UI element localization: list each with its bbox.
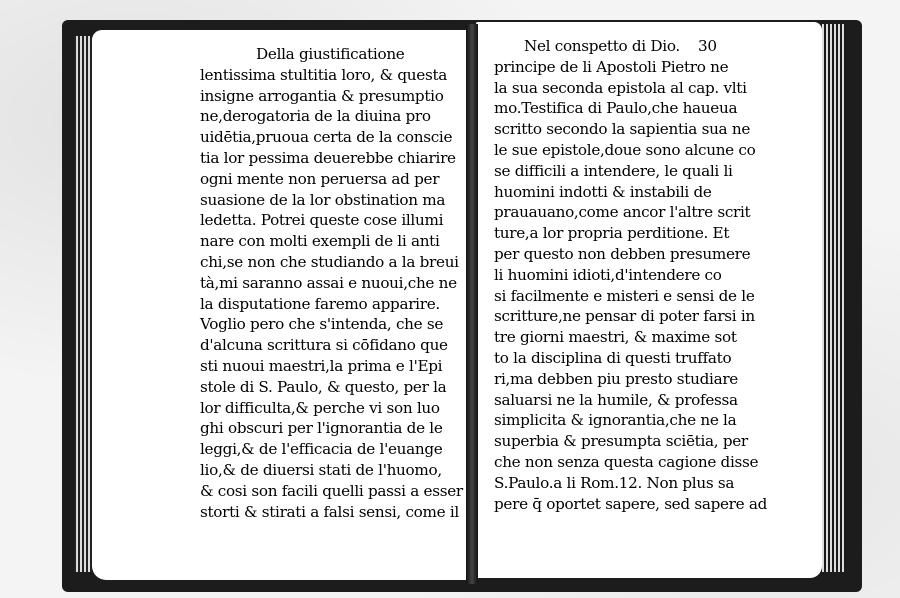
text-line: superbia & presumpta sciētia, per bbox=[494, 432, 748, 451]
right-running-head: Nel conspetto di Dio. bbox=[524, 37, 680, 55]
text-line: stole di S. Paulo, & questo, per la bbox=[200, 377, 447, 396]
text-line: scritture,ne pensar di poter farsi in bbox=[494, 307, 755, 326]
right-text-lines bbox=[494, 57, 768, 515]
left-text-lines bbox=[200, 65, 463, 523]
text-line: to la disciplina di questi truffato bbox=[494, 348, 732, 367]
right-page-text bbox=[494, 36, 768, 514]
text-line: si facilmente e misteri e sensi de le bbox=[494, 286, 755, 305]
text-line: nare con molti exempli de li anti bbox=[200, 232, 440, 251]
book-gutter bbox=[466, 24, 478, 584]
text-line: ture,a lor propria perditione. Et bbox=[494, 224, 730, 243]
text-line: suasione de la lor obstination ma bbox=[200, 190, 446, 209]
text-line: per questo non debben presumere bbox=[494, 244, 751, 263]
text-line: leggi,& de l'efficacia de l'euange bbox=[200, 440, 443, 459]
left-running-head: Della giustificatione bbox=[256, 45, 405, 63]
text-line: chi,se non che studiando a la breui bbox=[200, 252, 459, 271]
text-line: che non senza questa cagione disse bbox=[494, 452, 759, 471]
text-line: le sue epistole,doue sono alcune co bbox=[494, 140, 756, 159]
text-line: tre giorni maestri, & maxime sot bbox=[494, 328, 737, 347]
text-line: Voglio pero che s'intenda, che se bbox=[200, 315, 444, 334]
text-line: ri,ma debben piu presto studiare bbox=[494, 369, 738, 388]
text-line: uidētia,pruoua certa de la conscie bbox=[200, 128, 453, 147]
text-line: la disputatione faremo apparire. bbox=[200, 294, 440, 313]
text-line: S.Paulo.a li Rom.12. Non plus sa bbox=[494, 473, 735, 492]
text-line: tà,mi saranno assai e nuoui,che ne bbox=[200, 273, 457, 292]
text-line: lor difficulta,& perche vi son luo bbox=[200, 398, 440, 417]
text-line: & cosi son facili quelli passi a esser bbox=[200, 481, 463, 500]
text-line: scritto secondo la sapientia sua ne bbox=[494, 120, 751, 139]
text-line: pere q̄ oportet sapere, sed sapere ad bbox=[494, 494, 768, 513]
text-line: sti nuoui maestri,la prima e l'Epi bbox=[200, 356, 443, 375]
text-line: li huomini idioti,d'intendere co bbox=[494, 265, 722, 284]
text-line: simplicita & ignorantia,che ne la bbox=[494, 411, 737, 430]
text-line: lio,& de diuersi stati de l'huomo, bbox=[200, 460, 442, 479]
text-line: huomini indotti & instabili de bbox=[494, 182, 712, 201]
text-line: la sua seconda epistola al cap. vlti bbox=[494, 78, 747, 97]
text-line: ledetta. Potrei queste cose illumi bbox=[200, 211, 444, 230]
text-line: lentissima stultitia loro, & questa bbox=[200, 65, 448, 84]
text-line: ghi obscuri per l'ignorantia de le bbox=[200, 419, 443, 438]
text-line: ne,derogatoria de la diuina pro bbox=[200, 107, 431, 126]
text-line: tia lor pessima deuerebbe chiarire bbox=[200, 148, 456, 167]
text-line: se difficili a intendere, le quali li bbox=[494, 161, 733, 180]
text-line: ogni mente non peruersa ad per bbox=[200, 169, 440, 188]
text-line: insigne arrogantia & presumptio bbox=[200, 86, 444, 105]
left-page-edges bbox=[74, 36, 92, 572]
text-line: saluarsi ne la humile, & professa bbox=[494, 390, 738, 409]
page-number: 30 bbox=[698, 37, 717, 55]
text-line: mo.Testifica di Paulo,che haueua bbox=[494, 99, 738, 118]
right-header bbox=[494, 36, 744, 57]
text-line: prauauano,come ancor l'altre scrit bbox=[494, 203, 751, 222]
text-line: principe de li Apostoli Pietro ne bbox=[494, 57, 729, 76]
text-line: d'alcuna scrittura si cōfidano que bbox=[200, 336, 448, 355]
text-line: storti & stirati a falsi sensi, come il bbox=[200, 502, 459, 521]
left-page-text bbox=[200, 44, 463, 522]
right-page-edges bbox=[822, 24, 846, 572]
